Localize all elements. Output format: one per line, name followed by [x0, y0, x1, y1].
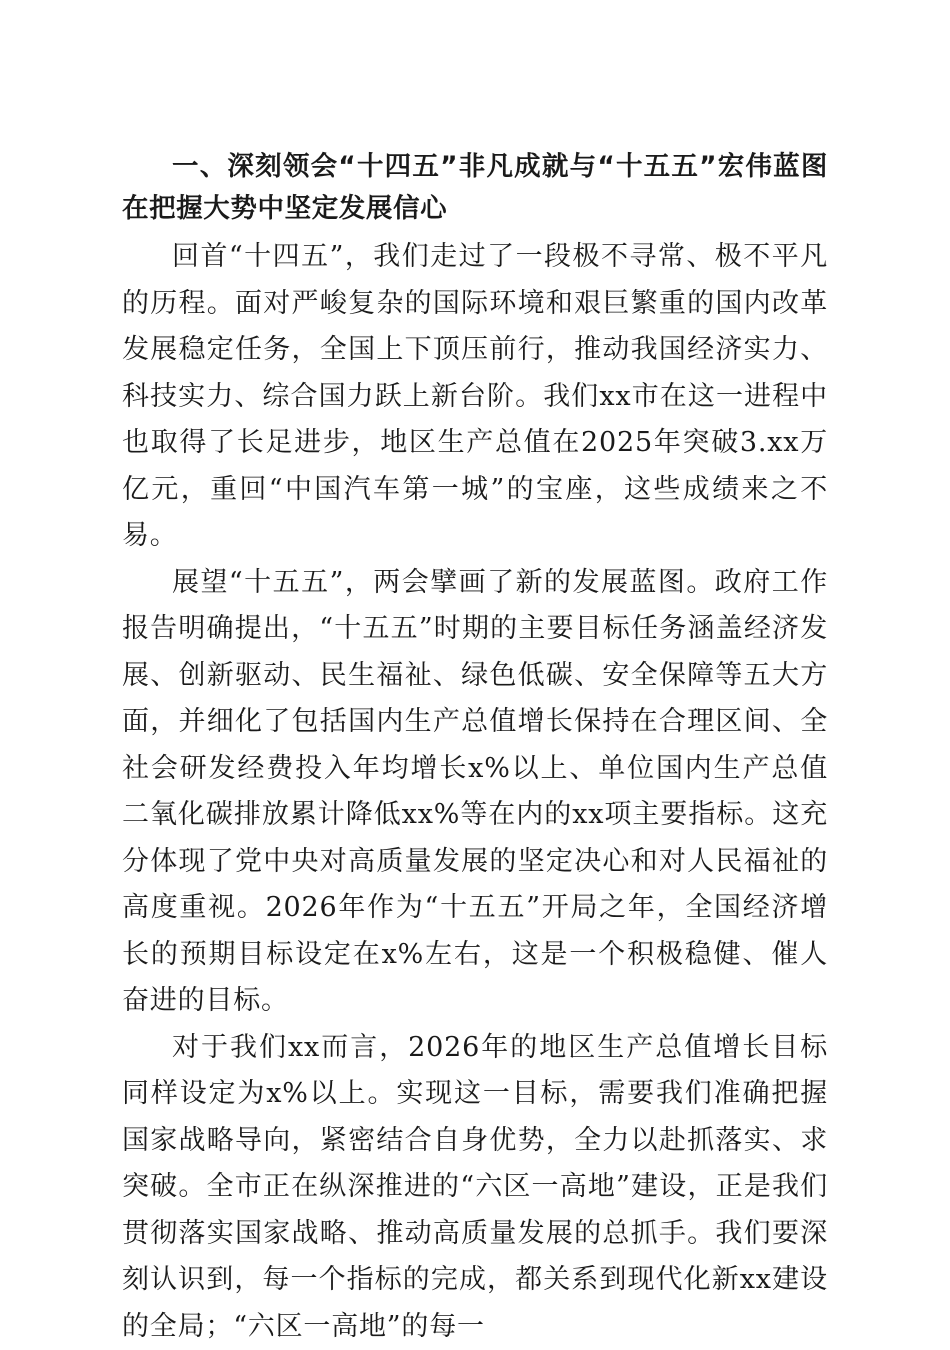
paragraph-outlook: 展望“十五五”，两会擘画了新的发展蓝图。政府工作报告明确提出，“十五五”时期的主要目标任务涵盖经济发展、创新驱动、民生福祉、绿色低碳、安全保障等五大方面，并细化了包括国内生产总值增长保持在合理区间、全社会研发经费投入年均增长x%以上、单位国内生产总值二氧化碳排放累计降低xx%等在内的xx项主要指标。这充分体现了党中央对高质量发展的坚定决心和对人民福祉的高度重视。2026年作为“十五五”开局之年，全国经济增长的预期目标设定在x%左右，这是一个积极稳健、催人奋进的目标。 [122, 560, 828, 1025]
section-heading: 一、深刻领会“十四五”非凡成就与“十五五”宏伟蓝图在把握大势中坚定发展信心 [122, 140, 828, 234]
paragraph-review: 回首“十四五”，我们走过了一段极不寻常、极不平凡的历程。面对严峻复杂的国际环境和艰巨繁重的国内改革发展稳定任务，全国上下顶压前行，推动我国经济实力、科技实力、综合国力跃上新台阶。我们xx市在这一进程中也取得了长足进步，地区生产总值在2025年突破3.xx万亿元，重回“中国汽车第一城”的宝座，这些成绩来之不易。 [122, 234, 828, 560]
paragraph-local-goal: 对于我们xx而言，2026年的地区生产总值增长目标同样设定为x%以上。实现这一目标，需要我们准确把握国家战略导向，紧密结合自身优势，全力以赴抓落实、求突破。全市正在纵深推进的“六区一高地”建设，正是我们贯彻落实国家战略、推动高质量发展的总抓手。我们要深刻认识到，每一个指标的完成，都关系到现代化新xx建设的全局；“六区一高地”的每一 [122, 1025, 828, 1350]
document-body [122, 140, 828, 1350]
